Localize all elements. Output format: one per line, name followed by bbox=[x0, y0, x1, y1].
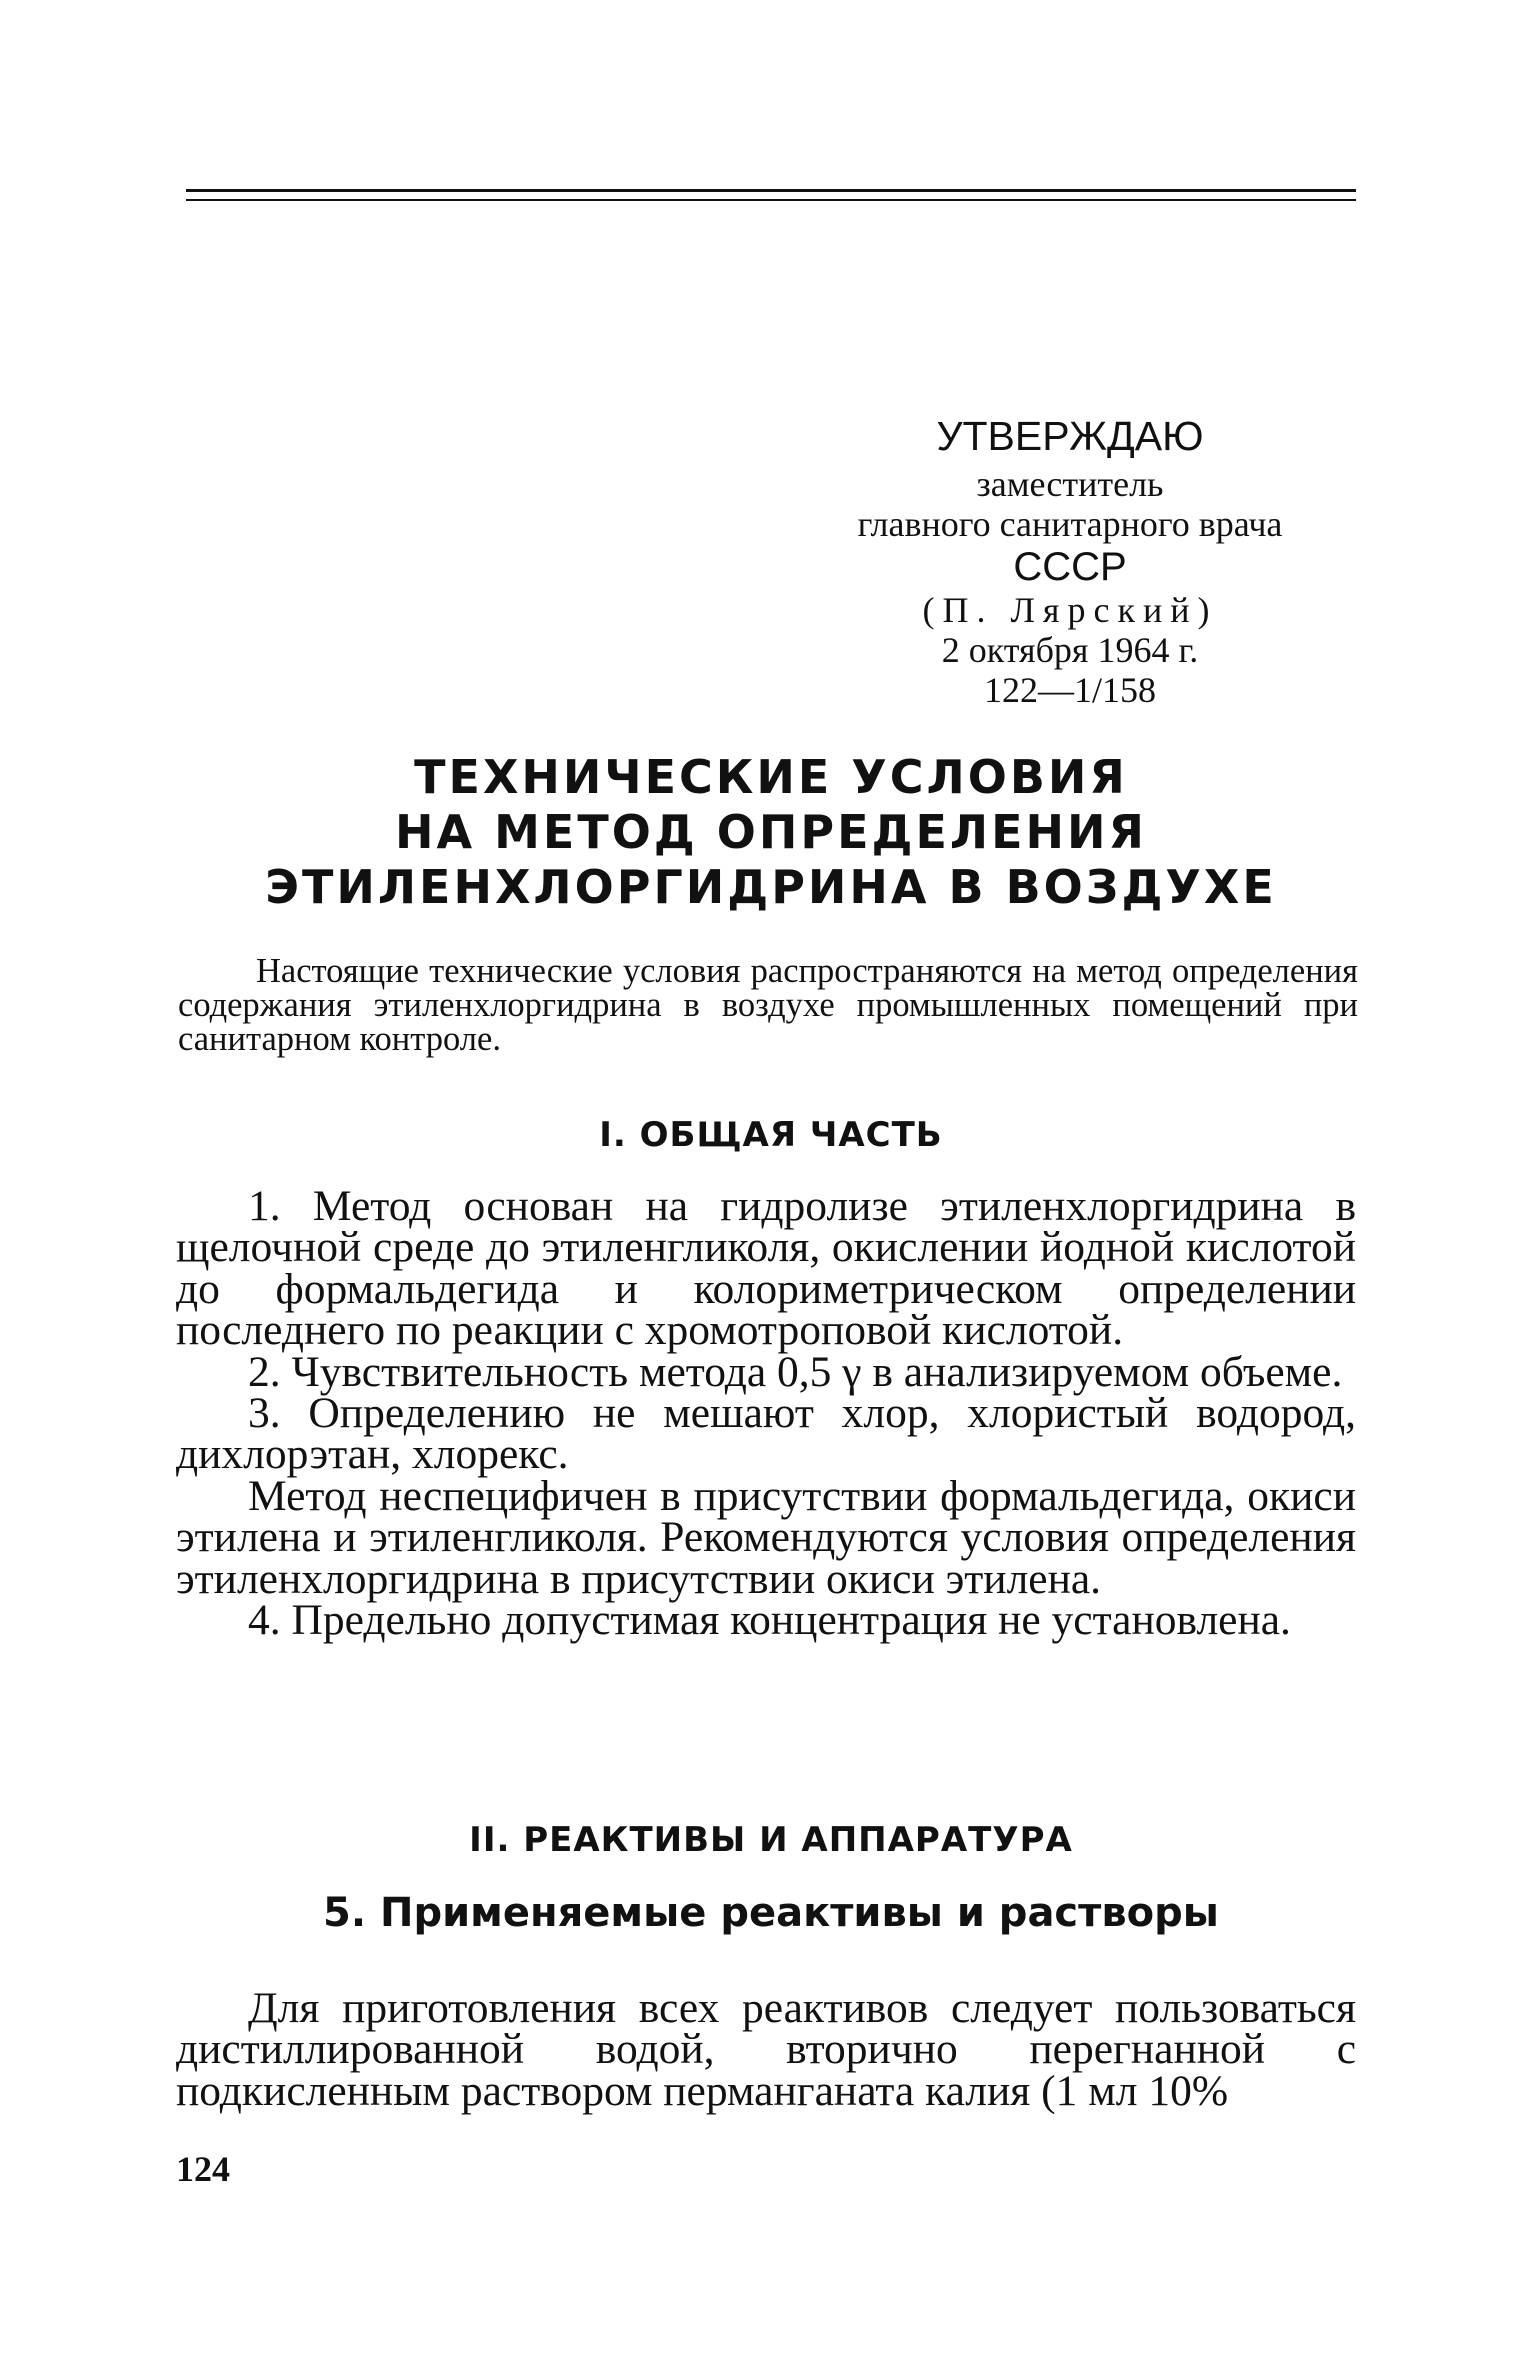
section-2-subheading: 5. Применяемые реактивы и растворы bbox=[323, 1890, 1219, 1936]
approval-block bbox=[760, 412, 1380, 710]
approval-signatory: (П. Лярский) bbox=[922, 590, 1218, 630]
paragraph-4: 4. Предельно допустимая концентрация не установлена. bbox=[248, 1596, 1291, 1645]
section-2-body bbox=[176, 1984, 1356, 2115]
paragraph-2: 2. Чувствительность метода 0,5 γ в анализируемом объеме. bbox=[248, 1347, 1343, 1396]
paragraph-3-note: Метод неспецифичен в присутствии формальдегида, окиси этилена и этиленгликоля. Рекомендуются условия определения этиленхлоргидрина в присутствии окиси этилена. bbox=[176, 1471, 1356, 1603]
approval-date: 2 октября 1964 г. bbox=[941, 630, 1199, 670]
section-2-heading: II. РЕАКТИВЫ И АППАРАТУРА bbox=[469, 1820, 1073, 1860]
paragraph-5: Для приготовления всех реактивов следует пользоваться дистиллированной водой, вторично перегнанной с подкисленным раствором перманганата калия (1 мл 10% bbox=[176, 1984, 1356, 2115]
approval-line-1: заместитель bbox=[976, 464, 1164, 504]
title-line-3: ЭТИЛЕНХЛОРГИДРИНА В ВОЗДУХЕ bbox=[265, 860, 1277, 914]
top-rule bbox=[186, 189, 1356, 192]
approval-line-2: главного санитарного врача bbox=[857, 504, 1283, 544]
document-title bbox=[186, 750, 1356, 915]
title-line-1: ТЕХНИЧЕСКИЕ УСЛОВИЯ bbox=[414, 750, 1128, 804]
paragraph-1: 1. Метод основан на гидролизе этиленхлоргидрина в щелочной среде до этиленгликоля, окислении йодной кислотой до формальдегида и колориметрическом определении последнего по реакции с хромотроповой кислотой. bbox=[176, 1182, 1356, 1355]
section-1-body bbox=[176, 1182, 1356, 1645]
paragraph-3: 3. Определению не мешают хлор, хлористый водород, дихлорэтан, хлорекс. bbox=[176, 1389, 1356, 1479]
section-1-heading: I. ОБЩАЯ ЧАСТЬ bbox=[599, 1115, 943, 1155]
approval-line-3: СССР bbox=[1013, 545, 1127, 589]
intro-paragraph: Настоящие технические условия распространяются на метод определения содержания этиленхлоргидрина в воздухе промышленных помещений при санитарном контроле. bbox=[178, 952, 1358, 1058]
top-rule-thin bbox=[186, 199, 1356, 201]
title-line-2: НА МЕТОД ОПРЕДЕЛЕНИЯ bbox=[395, 805, 1147, 859]
approval-number: 122—1/158 bbox=[983, 670, 1156, 710]
page-number: 124 bbox=[176, 2149, 230, 2189]
approval-heading: УТВЕРЖДАЮ bbox=[936, 413, 1204, 459]
